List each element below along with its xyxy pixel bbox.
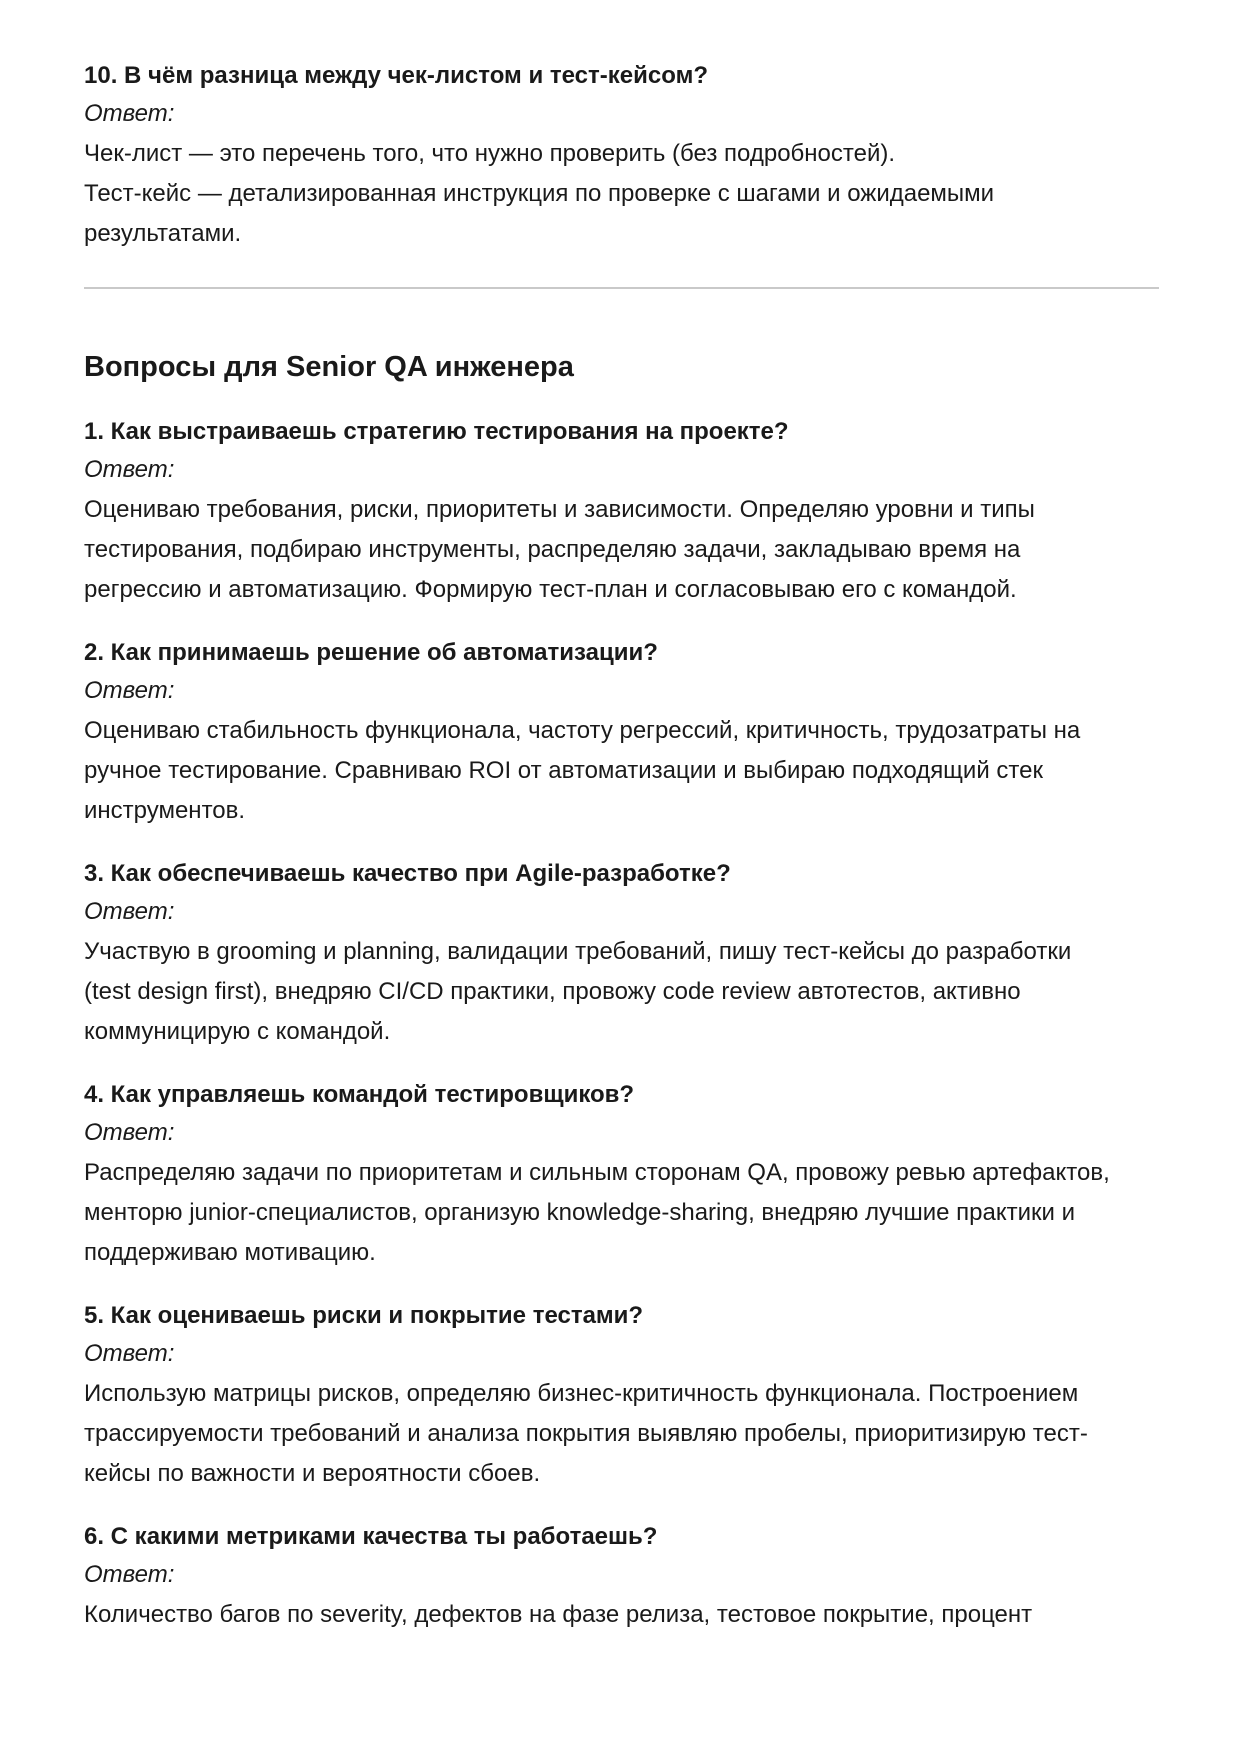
question-title: 3. Как обеспечиваешь качество при Agile-разработке?: [84, 860, 731, 887]
intro-question-block: [84, 58, 1159, 254]
answer-line: поддерживаю мотивацию.: [84, 1239, 376, 1266]
question-block-4: [84, 1077, 1159, 1273]
answer-line: ручное тестирование. Сравниваю ROI от автоматизации и выбираю подходящий стек: [84, 757, 1043, 784]
question-title: 10. В чём разница между чек-листом и тест-кейсом?: [84, 62, 708, 89]
answer-line: кейсы по важности и вероятности сбоев.: [84, 1460, 541, 1487]
answer-line: Оцениваю требования, риски, приоритеты и зависимости. Определяю уровни и типы: [84, 496, 1035, 523]
answer-line: Использую матрицы рисков, определяю бизнес-критичность функционала. Построением: [84, 1380, 1079, 1407]
document-page: [84, 58, 1159, 1660]
question-block-1: [84, 414, 1159, 610]
answer-line: Распределяю задачи по приоритетам и сильным сторонам QA, провожу ревью артефактов,: [84, 1159, 1110, 1186]
section-title: Вопросы для Senior QA инженера: [84, 351, 574, 383]
answer-line: (test design first), внедряю CI/CD практики, провожу code review автотестов, активно: [84, 978, 1021, 1005]
question-block-3: [84, 856, 1159, 1052]
answer-line: Чек-лист — это перечень того, что нужно проверить (без подробностей).: [84, 140, 896, 167]
question-title: 1. Как выстраиваешь стратегию тестирования на проекте?: [84, 418, 789, 445]
question-title: 6. С какими метриками качества ты работаешь?: [84, 1523, 658, 1550]
question-block-2: [84, 635, 1159, 831]
answer-line: Тест-кейс — детализированная инструкция по проверке с шагами и ожидаемыми: [84, 180, 995, 207]
answer-line: регрессию и автоматизацию. Формирую тест-план и согласовываю его с командой.: [84, 576, 1017, 603]
question-block-6: [84, 1519, 1159, 1635]
answer-line: Количество багов по severity, дефектов на фазе релиза, тестовое покрытие, процент: [84, 1601, 1033, 1628]
question-title: 4. Как управляешь командой тестировщиков?: [84, 1081, 635, 1108]
answer-label: Ответ:: [84, 1119, 175, 1146]
section-divider: [84, 287, 1159, 289]
question-title: 5. Как оцениваешь риски и покрытие тестами?: [84, 1302, 644, 1329]
answer-line: результатами.: [84, 220, 242, 247]
answer-line: Участвую в grooming и planning, валидации требований, пишу тест-кейсы до разработки: [84, 938, 1072, 965]
answer-line: трассируемости требований и анализа покрытия выявляю пробелы, приоритизирую тест-: [84, 1420, 1088, 1447]
answer-label: Ответ:: [84, 100, 175, 127]
answer-label: Ответ:: [84, 456, 175, 483]
answer-label: Ответ:: [84, 898, 175, 925]
answer-label: Ответ:: [84, 677, 175, 704]
answer-label: Ответ:: [84, 1561, 175, 1588]
answer-line: инструментов.: [84, 797, 246, 824]
question-block-5: [84, 1298, 1159, 1494]
answer-line: Оцениваю стабильность функционала, частоту регрессий, критичность, трудозатраты на: [84, 717, 1081, 744]
answer-line: тестирования, подбираю инструменты, распределяю задачи, закладываю время на: [84, 536, 1021, 563]
question-title: 2. Как принимаешь решение об автоматизации?: [84, 639, 658, 666]
answer-line: менторю junior-специалистов, организую knowledge-sharing, внедряю лучшие практики и: [84, 1199, 1076, 1226]
answer-label: Ответ:: [84, 1340, 175, 1367]
answer-line: коммуницирую с командой.: [84, 1018, 391, 1045]
